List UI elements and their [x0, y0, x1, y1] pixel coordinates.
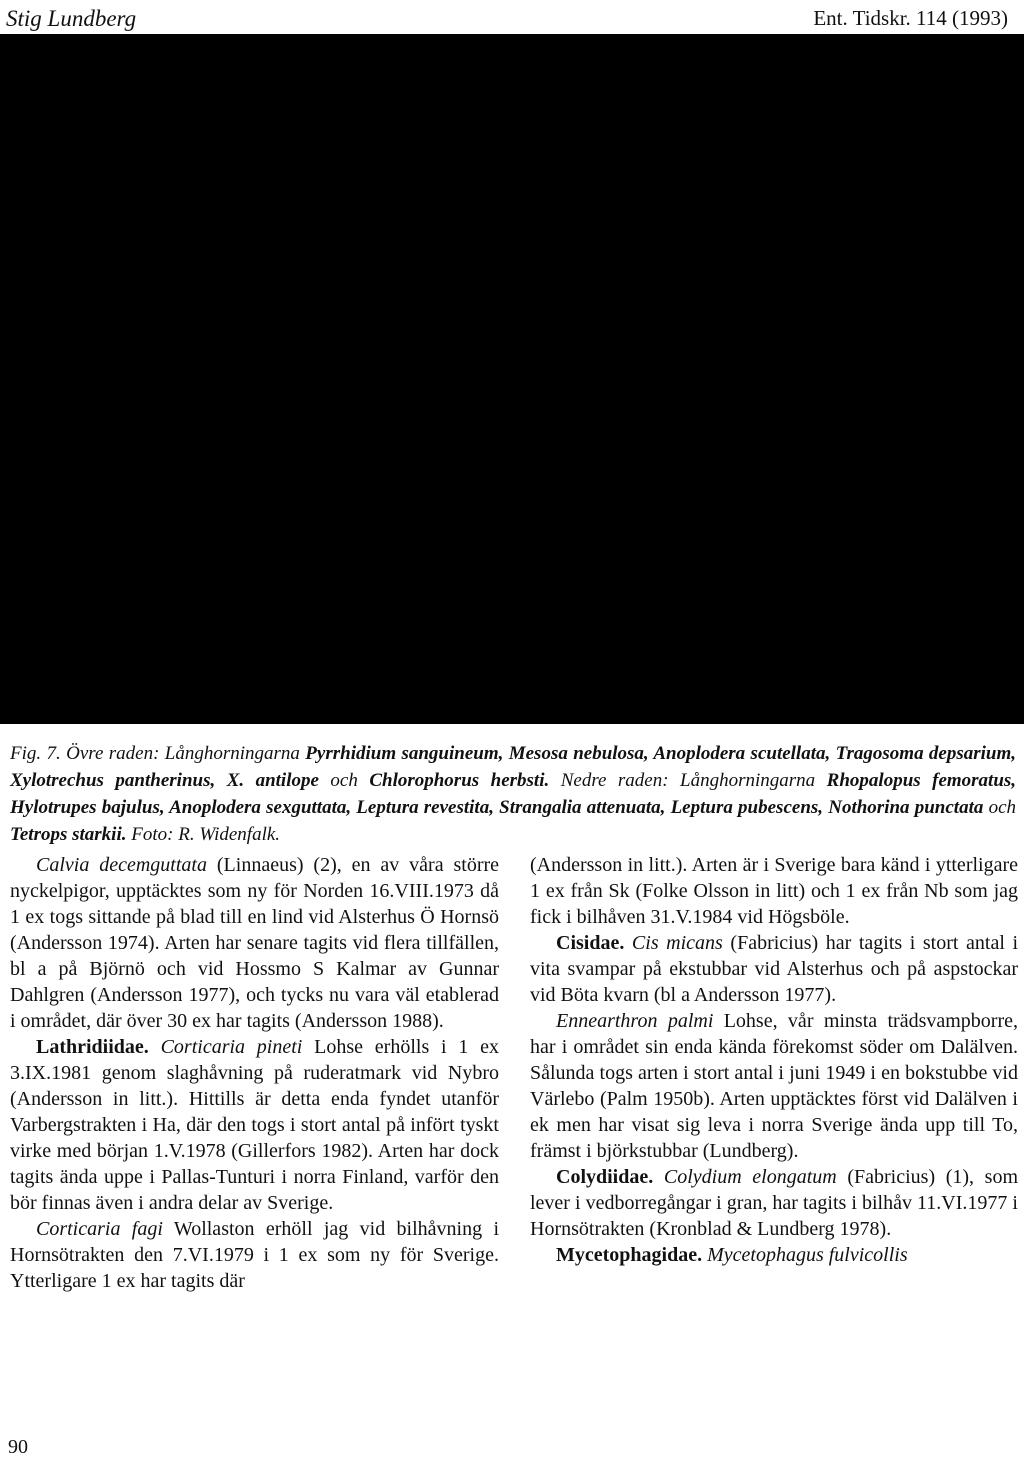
- caption-photo-credit: Foto: R. Widenfalk.: [131, 824, 281, 845]
- figure-caption: [10, 740, 1016, 848]
- species-name: Colydium elongatum: [663, 1166, 837, 1188]
- paragraph-text: Wollaston erhöll jag vid bilhåvning i Hornsötrakten den 7.VI.1979 i 1 ex som ny för Sverige. Ytterligare 1 ex har tagits där: [10, 1218, 500, 1292]
- left-column: [10, 852, 499, 1294]
- running-head-journal: Ent. Tidskr. 114 (1993): [813, 6, 1008, 30]
- caption-fig-label: Fig. 7.: [10, 743, 61, 764]
- caption-och-2: och: [988, 797, 1016, 818]
- paragraph-text: (Andersson in litt.). Arten är i Sverige bara känd i ytterligare 1 ex från Sk (Folke Olsson in litt) och 1 ex från Nb som jag fick i bilhåven 31.V.1984 vid Högsböle.: [530, 854, 1018, 928]
- family-name: Mycetophagidae.: [556, 1244, 703, 1266]
- page-number: 90: [8, 1436, 28, 1458]
- paragraph: [530, 852, 1018, 930]
- caption-lower-last: Tetrops starkii.: [10, 824, 127, 845]
- caption-och-1: och: [330, 770, 358, 791]
- paragraph: [10, 1034, 499, 1216]
- paragraph: [530, 1242, 1018, 1268]
- species-name: Calvia decemguttata: [36, 854, 207, 876]
- paragraph-text: (Fabricius) (1), som lever i vedborregångar i gran, har tagits i bilhåv 11.VI.1977 i Hornsötrakten (Kronblad & Lundberg 1978).: [530, 1166, 1019, 1240]
- caption-lower-intro: Nedre raden: Långhorningarna: [560, 770, 816, 791]
- paragraph: [530, 1008, 1018, 1164]
- caption-upper-intro: Övre raden: Långhorningarna: [66, 743, 300, 764]
- paragraph: [530, 930, 1018, 1008]
- paragraph-text: Lohse, vår minsta trädsvampborre, har i området sin enda kända förekomst söder om Dalälven. Sålunda togs arten i stort antal i juni 1949 i en bokstubbe vid Värlebo (Palm 1950b). Arten upptäcktes först vid Dalälven i ek men har visat sig leva i norra Sverige ända upp till To, främst i björkstubbar (Lundberg).: [530, 1010, 1018, 1162]
- paragraph-text: (Fabricius) har tagits i stort antal i vita svampar på ekstubbar vid Alsterhus och på aspstockar vid Böta kvarn (bl a Andersson 1977).: [530, 932, 1019, 1006]
- paragraph: [10, 852, 499, 1034]
- paragraph-text: Lohse erhölls i 1 ex 3.IX.1981 genom slaghåvning på ruderatmark vid Nybro (Andersson in litt.). Hittills är detta enda fyndet utanför Varbergstrakten i Ha, där den togs i stort antal på infört tyskt virke med början 1.V.1978 (Gillerfors 1982). Arten har dock tagits ända uppe i Pallas-Tunturi i norra Finland, varför den bör finnas även i andra delar av Sverige.: [10, 1036, 500, 1214]
- caption-upper-last: Chlorophorus herbsti.: [369, 770, 550, 791]
- caption-lower-species: Rhopalopus femoratus, Hylotrupes bajulus, Anoplodera sexguttata, Leptura revestita, Strangalia attenuata, Leptura pubescens, Nothorina punctata: [10, 770, 1017, 818]
- paragraph: [530, 1164, 1018, 1242]
- paragraph: [10, 1216, 499, 1294]
- right-column: [530, 852, 1018, 1268]
- family-name: Cisidae.: [556, 932, 625, 954]
- species-name: Cis micans: [631, 932, 723, 954]
- species-name: Mycetophagus fulvicollis: [707, 1244, 908, 1266]
- species-name: Corticaria fagi: [36, 1218, 163, 1240]
- running-head-author: Stig Lundberg: [6, 6, 137, 31]
- species-name: Corticaria pineti: [160, 1036, 303, 1058]
- paragraph-text: (Linnaeus) (2), en av våra större nyckelpigor, upptäcktes som ny för Norden 16.VIII.1973 då 1 ex togs sittande på blad till en lind vid Alsterhus Ö Hornsö (Andersson 1974). Arten har senare tagits vid flera tillfällen, bl a på Björnö och vid Hossmo S Kalmar av Gunnar Dahlgren (Andersson 1977), och tycks nu vara väl etablerad i området, där över 30 ex har tagits (Andersson 1988).: [10, 854, 500, 1032]
- species-name: Ennearthron palmi: [556, 1010, 714, 1032]
- figure-photo: [0, 34, 1024, 724]
- family-name: Lathridiidae.: [36, 1036, 149, 1058]
- caption-upper-species: Pyrrhidium sanguineum, Mesosa nebulosa, Anoplodera scutellata, Tragosoma depsarium, Xylotrechus pantherinus, X. antilope: [10, 743, 1017, 791]
- family-name: Colydiidae.: [556, 1166, 654, 1188]
